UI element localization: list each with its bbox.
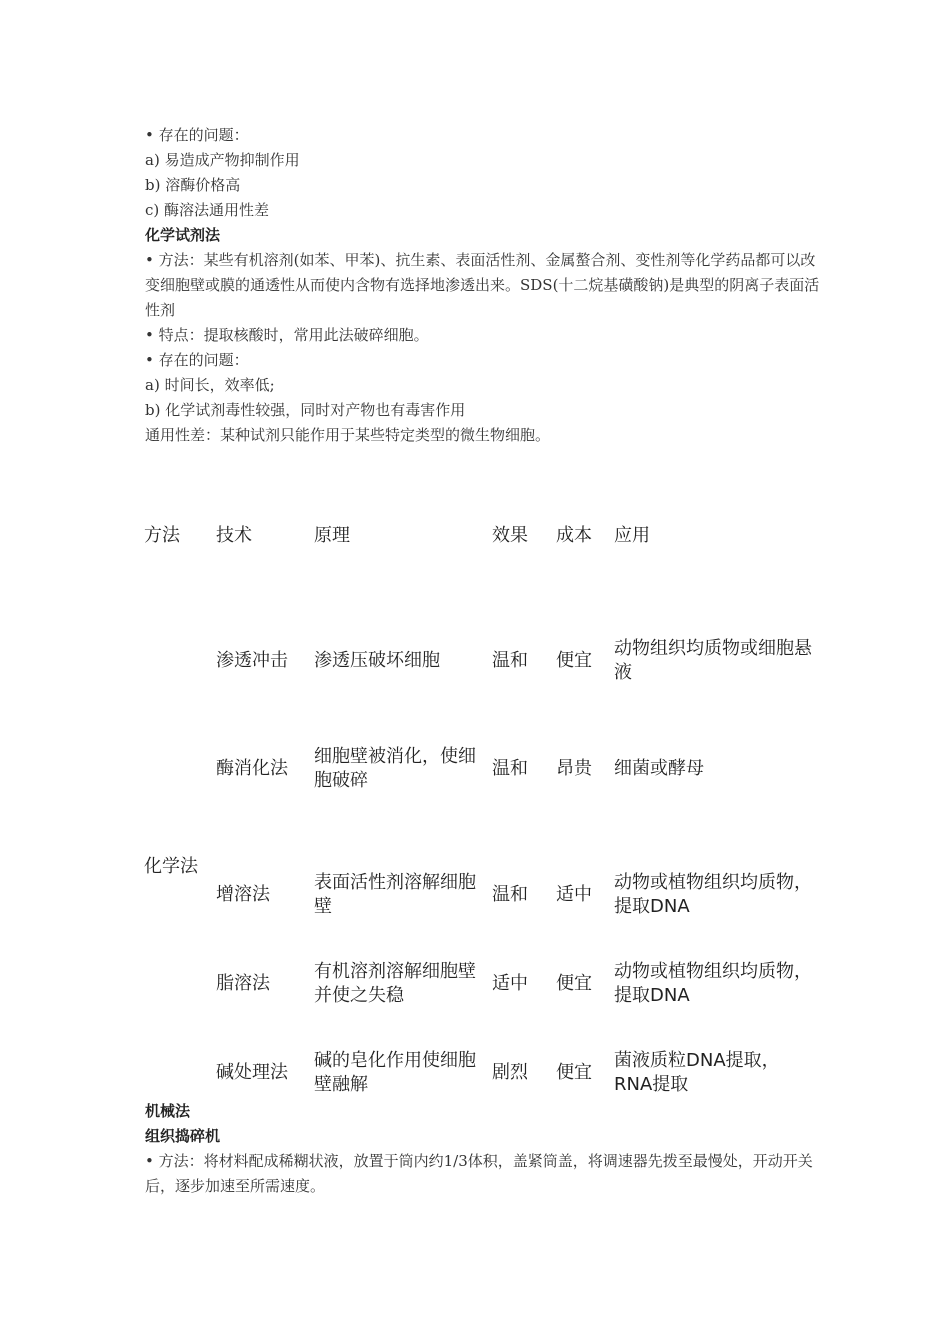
chemical-feature-text: • 特点：提取核酸时，常用此法破碎细胞。 [145,326,429,344]
application-cell: 细菌或酵母 [614,758,704,779]
mechanical-method-text: • 方法：将材料配成稀糊状液，放置于筒内约1/3体积，盖紧筒盖，将调速器先拨至最慢处，开动开关后，逐步加速至所需速度。 [145,1152,813,1195]
chemical-issues-heading: • 存在的问题： [145,351,249,369]
header-method: 方法 [144,525,180,546]
effect-cell: 温和 [492,884,528,905]
cost-cell: 适中 [556,884,592,905]
tech-cell: 渗透冲击 [216,650,288,671]
principle-cell: 细胞壁被消化，使细胞破碎 [314,746,476,791]
chemical-method-text: • 方法：某些有机溶剂(如苯、甲苯)、抗生素、表面活性剂、金属螯合剂、变性剂等化学药品都可以改变细胞壁或膜的通透性从而使内含物有选择地渗透出来。SDS(十二烷基磺酸钠)是典型的阴离子表面活性剂 [145,251,820,319]
issue-item: b) 溶酶价格高 [145,176,241,194]
principle-cell: 表面活性剂溶解细胞壁 [314,872,476,917]
table-row [140,742,818,796]
issue-item: a) 易造成产物抑制作用 [145,151,300,169]
effect-cell: 温和 [492,650,528,671]
application-cell: 动物或植物组织均质物，提取DNA [614,872,812,917]
table-row [140,1046,818,1100]
enzyme-issues-section [145,123,825,448]
mechanical-subtitle: 组织捣碎机 [145,1127,221,1145]
effect-cell: 剧烈 [492,1062,528,1083]
header-application: 应用 [614,525,650,546]
mechanical-section-title: 机械法 [145,1102,191,1120]
cost-cell: 便宜 [556,1062,592,1083]
table-row [140,957,818,1011]
generality-text: 通用性差：某种试剂只能作用于某些特定类型的微生物细胞。 [145,426,551,444]
table-row [140,634,818,688]
chemical-section-title: 化学试剂法 [145,226,221,244]
method-cell: 化学法 [144,856,198,877]
tech-cell: 增溶法 [216,884,270,905]
method-comparison-table [140,510,818,1100]
cost-cell: 便宜 [556,973,592,994]
chemical-issue-item: a) 时间长，效率低; [145,376,275,394]
cost-cell: 昂贵 [556,758,592,779]
table-header-row [140,510,818,562]
cost-cell: 便宜 [556,650,592,671]
tech-cell: 脂溶法 [216,973,270,994]
tech-cell: 碱处理法 [216,1062,288,1083]
principle-cell: 碱的皂化作用使细胞壁融解 [314,1050,476,1095]
issues-heading: • 存在的问题： [145,126,249,144]
header-cost: 成本 [556,525,592,546]
chemical-issue-item: b) 化学试剂毒性较强，同时对产物也有毒害作用 [145,401,466,419]
effect-cell: 温和 [492,758,528,779]
header-principle: 原理 [314,525,350,546]
application-cell: 动物或植物组织均质物，提取DNA [614,961,812,1006]
issue-item: c) 酶溶法通用性差 [145,201,270,219]
principle-cell: 有机溶剂溶解细胞壁并使之失稳 [314,961,476,1006]
header-technique: 技术 [216,525,252,546]
application-cell: 动物组织均质物或细胞悬液 [614,638,812,683]
effect-cell: 适中 [492,973,528,994]
mechanical-section [145,1099,825,1199]
application-cell: 菌液质粒DNA提取，RNA提取 [614,1050,780,1095]
table-row [140,868,818,922]
header-effect: 效果 [492,525,528,546]
tech-cell: 酶消化法 [216,758,288,779]
principle-cell: 渗透压破坏细胞 [314,650,440,671]
